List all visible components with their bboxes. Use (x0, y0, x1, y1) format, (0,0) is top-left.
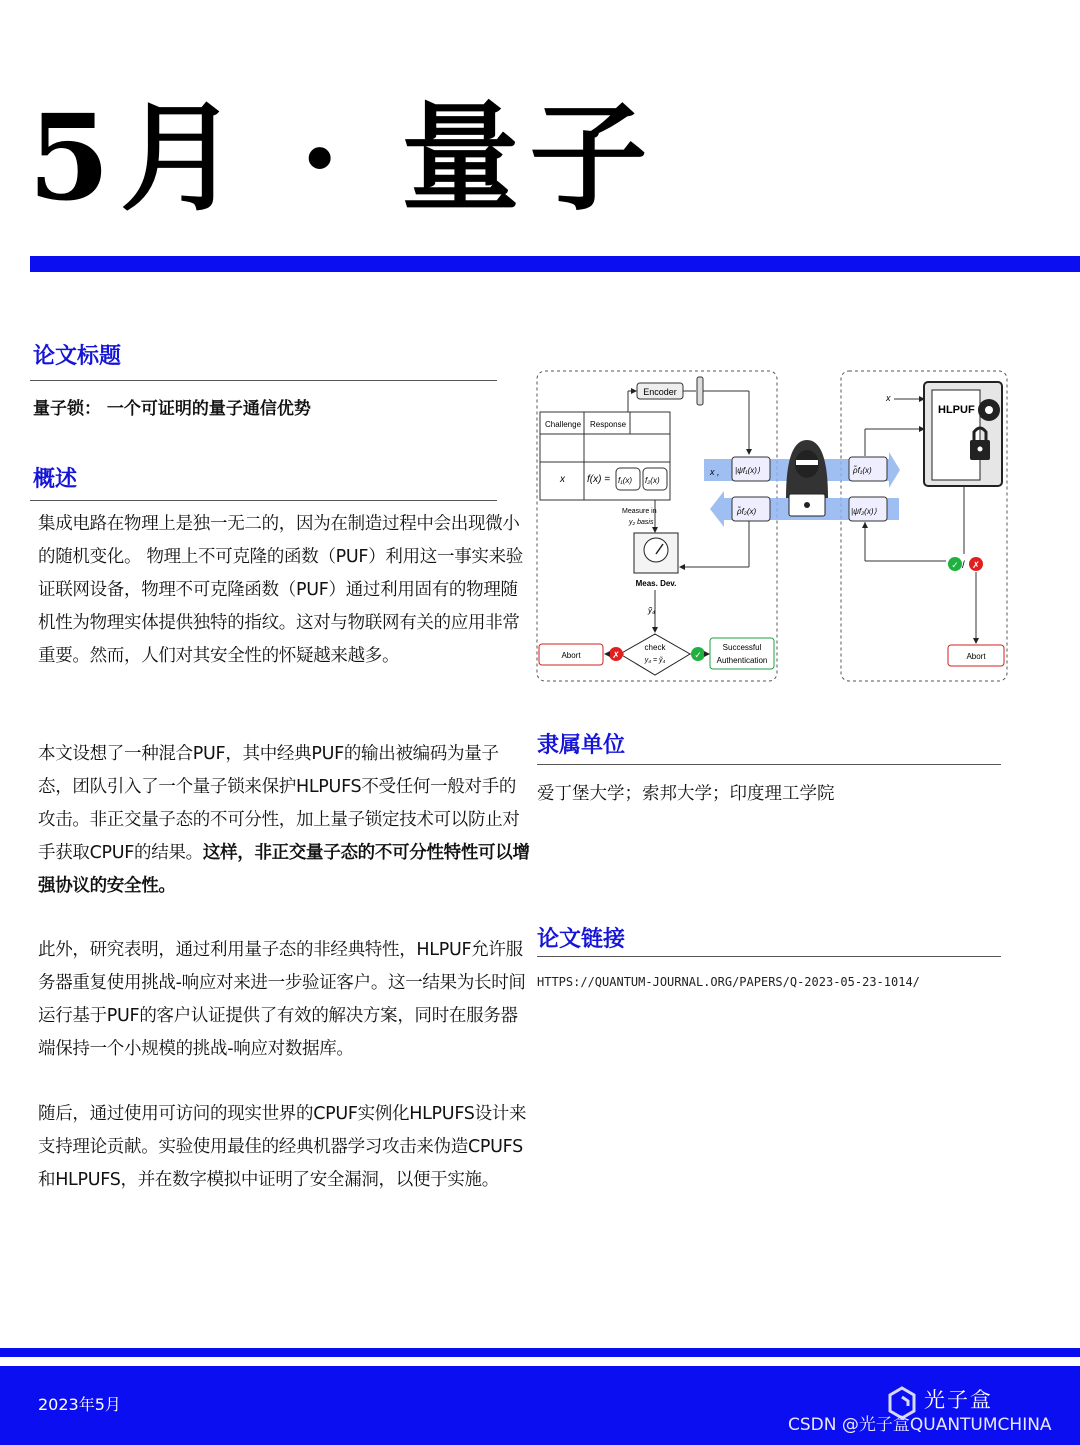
encoder-lens (697, 377, 703, 405)
check-diamond (620, 634, 690, 675)
paper-link[interactable]: HTTPS://QUANTUM-JOURNAL.ORG/PAPERS/Q-2023-05-23-1014/ (537, 975, 920, 989)
svg-text:✓: ✓ (951, 560, 959, 570)
hlpuf-label: HLPUF (938, 404, 975, 416)
abort-label-client: Abort (561, 651, 581, 660)
svg-text:✗: ✗ (612, 650, 620, 660)
encoder-label: Encoder (643, 387, 677, 397)
overview-paragraph-4: 随后，通过使用可访问的现实世界的CPUF实例化HLPUFS设计来支持理论贡献。实验使用最佳的经典机器学习攻击来伪造CPUFS和HLPUFS，并在数字模拟中证明了安全漏洞，以便于实施。 (38, 1104, 527, 1190)
measure-label: Measure in (622, 508, 657, 515)
server-x-label: x (886, 393, 891, 403)
table-fx: f(x) = (587, 474, 611, 485)
psi2-server: |ψf₂(x)⟩ (851, 507, 877, 516)
paper-title-heading: 论文标题 (33, 344, 122, 369)
table-f1: f₁(x) (618, 476, 633, 485)
affiliation-rule (537, 764, 1001, 765)
brand-logo-text: 光子盒 (924, 1388, 993, 1412)
check-eq-label: y₄ = ỹ₄ (644, 657, 666, 664)
check-label: check (644, 643, 666, 652)
affiliation-heading: 隶属单位 (537, 733, 626, 758)
adversary-icon (786, 440, 828, 516)
footer-date: 2023年5月 (38, 1395, 121, 1414)
svg-text:/: / (962, 560, 965, 571)
psi1-client: |ψf₁(x)⟩ (735, 466, 761, 475)
table-f2: f₂(x) (645, 476, 660, 485)
rho2-client: ρ̃f₂(x) (737, 507, 757, 516)
footer-thin-bar (0, 1348, 1080, 1357)
overview-paragraph-1: 集成电路在物理上是独一无二的，因为在制造过程中会出现微小的随机变化。 物理上不可克隆的函数（PUF）利用这一事实来验证联网设备，物理不可克隆函数（PUF）通过利用固有的物理随机性为物理实体提供独特的指纹。这对与物联网有关的应用非常重要。然而，人们对其安全性的怀疑越来越多。 (38, 514, 523, 666)
affiliation-text: 爱丁堡大学；索邦大学；印度理工学院 (537, 784, 835, 804)
svg-text:✗: ✗ (972, 560, 980, 570)
abort-label-server: Abort (966, 652, 986, 661)
paper-title-rule (30, 380, 497, 381)
overview-paragraph-2-plain: 本文设想了一种混合PUF，其中经典PUF的输出被编码为量子态，团队引入了一个量子锁来保护HLPUFS不受任何一般对手的攻击。非正交量子态的不可分性，加上量子锁定技术可以防止对手获取CPUF的结果。 (38, 744, 520, 863)
meas-dev-label: Meas. Dev. (635, 579, 677, 588)
basis-label: y₂ basis (629, 519, 654, 526)
table-x: x (560, 474, 565, 485)
protocol-figure (534, 368, 1010, 684)
svg-text:✓: ✓ (694, 650, 702, 660)
challenge-header: Challenge (545, 420, 582, 429)
overview-rule (30, 500, 497, 501)
overview-paragraph-2-bold: 这样，非正交量子态的不可分性特性可以增强协议的安全性。 (38, 843, 530, 896)
successful-label: Successful (722, 643, 762, 652)
overview-paragraph-2 (38, 738, 530, 903)
overview-heading: 概述 (33, 467, 78, 492)
overview-paragraph-3: 此外，研究表明，通过利用量子态的非经典特性，HLPUF允许服务器重复使用挑战-响应对来进一步验证客户。这一结果为长时间运行基于PUF的客户认证提供了有效的解决方案，同时在服务器端保持一个小规模的挑战-响应对数据库。 (38, 940, 526, 1059)
y-tilde-label: ỹ₄ (648, 606, 656, 615)
arrow-x-label: x , (710, 467, 720, 477)
link-heading: 论文链接 (537, 927, 626, 952)
csdn-watermark: CSDN @光子盒QUANTUMCHINA (788, 1415, 1052, 1435)
response-header: Response (590, 420, 627, 429)
header-divider-bar (30, 256, 1080, 272)
authentication-label: Authentication (716, 656, 768, 665)
link-rule (537, 956, 1001, 957)
paper-title-text: 量子锁： 一个可证明的量子通信优势 (33, 399, 311, 419)
rho1-server: ρ̃f₁(x) (853, 466, 872, 475)
page-title: 5月 · 量子 (28, 88, 658, 227)
